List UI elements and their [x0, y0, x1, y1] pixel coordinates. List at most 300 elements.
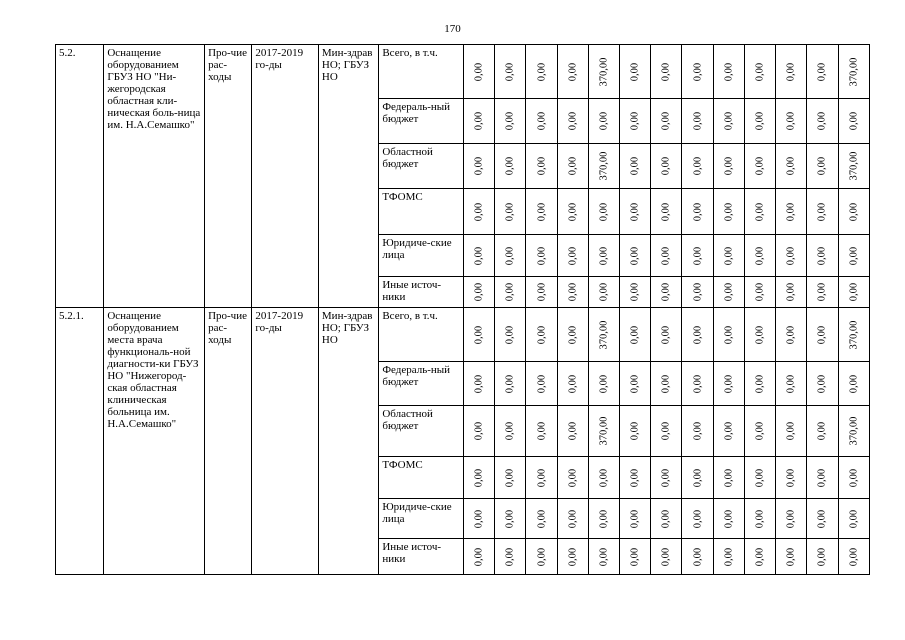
amount-value: 0,00: [504, 282, 516, 302]
amount-cell: [588, 457, 619, 499]
amount-value: 0,00: [785, 202, 797, 221]
amount-cell: [744, 308, 775, 362]
amount-value: 0,00: [660, 156, 672, 176]
amount-cell: [807, 457, 838, 499]
amount-cell: [620, 362, 651, 406]
amount-cell: [713, 457, 744, 499]
amount-value: 0,00: [754, 62, 766, 81]
amount-value: 0,00: [598, 282, 610, 302]
amount-value: 0,00: [723, 421, 735, 441]
amount-value: 0,00: [816, 202, 828, 221]
amount-cell: [463, 99, 494, 144]
amount-value: 0,00: [692, 468, 704, 487]
amount-cell: [682, 406, 713, 457]
amount-cell: [588, 308, 619, 362]
amount-cell: [557, 499, 588, 539]
amount-value: 0,00: [692, 509, 704, 528]
amount-cell: [588, 277, 619, 308]
amount-value: 0,00: [629, 282, 641, 302]
amount-value: 0,00: [754, 547, 766, 566]
amount-value: 0,00: [723, 282, 735, 302]
amount-value: 0,00: [723, 202, 735, 221]
amount-value: 0,00: [504, 62, 516, 81]
amount-cell: [807, 277, 838, 308]
amount-cell: [620, 99, 651, 144]
amount-value: 0,00: [536, 202, 547, 221]
amount-cell: [838, 308, 869, 362]
amount-value: 0,00: [473, 156, 485, 176]
amount-value: 0,00: [473, 246, 485, 265]
amount-cell: [744, 235, 775, 277]
amount-value: 0,00: [598, 374, 610, 393]
amount-value: 0,00: [504, 374, 516, 393]
amount-value: 0,00: [754, 202, 766, 221]
amount-cell: [526, 144, 557, 189]
amount-value: 0,00: [785, 156, 797, 176]
amount-value: 0,00: [536, 509, 547, 528]
amount-value: 0,00: [598, 468, 610, 487]
amount-cell: [495, 277, 526, 308]
amount-cell: [776, 406, 807, 457]
amount-value: 0,00: [754, 156, 766, 176]
amount-value: 0,00: [629, 156, 641, 176]
amount-cell: [713, 99, 744, 144]
amount-cell: [807, 99, 838, 144]
amount-value: 0,00: [473, 111, 485, 131]
amount-value: 0,00: [816, 325, 828, 344]
funding-source: ТФОМС: [379, 457, 464, 499]
amount-value: 0,00: [723, 325, 735, 344]
amount-value: 0,00: [567, 468, 579, 487]
funding-source: Областной бюджет: [379, 144, 464, 189]
amount-cell: [620, 144, 651, 189]
amount-cell: [744, 539, 775, 575]
amount-cell: [682, 499, 713, 539]
amount-value: 0,00: [785, 325, 797, 344]
amount-cell: [776, 189, 807, 235]
amount-cell: [526, 235, 557, 277]
amount-cell: [557, 235, 588, 277]
amount-cell: [463, 144, 494, 189]
funding-source: Иные источ-ники: [379, 277, 464, 308]
amount-cell: [557, 406, 588, 457]
amount-cell: [463, 406, 494, 457]
amount-cell: [651, 457, 682, 499]
amount-cell: [495, 189, 526, 235]
amount-cell: [838, 277, 869, 308]
amount-cell: [526, 457, 557, 499]
amount-cell: [557, 99, 588, 144]
amount-cell: [526, 362, 557, 406]
amount-cell: [557, 45, 588, 99]
amount-value: 0,00: [473, 282, 485, 302]
amount-cell: [744, 144, 775, 189]
amount-cell: [651, 189, 682, 235]
item-period: 2017-2019 го-ды: [252, 45, 318, 308]
amount-value: 0,00: [848, 509, 860, 528]
amount-value: 0,00: [754, 509, 766, 528]
amount-value: 0,00: [785, 62, 797, 81]
amount-value: 0,00: [567, 421, 579, 441]
amount-cell: [807, 406, 838, 457]
amount-value: 0,00: [567, 282, 579, 302]
amount-value: 370,00: [598, 320, 610, 349]
amount-cell: [838, 406, 869, 457]
amount-cell: [588, 499, 619, 539]
amount-value: 0,00: [785, 421, 797, 441]
amount-value: 0,00: [785, 547, 797, 566]
amount-value: 0,00: [848, 374, 860, 393]
amount-value: 0,00: [629, 468, 641, 487]
amount-value: 0,00: [567, 509, 579, 528]
amount-cell: [620, 277, 651, 308]
amount-value: 0,00: [598, 202, 610, 221]
amount-cell: [651, 499, 682, 539]
amount-value: 0,00: [629, 246, 641, 265]
amount-value: 0,00: [504, 325, 516, 344]
amount-cell: [526, 99, 557, 144]
amount-cell: [744, 277, 775, 308]
amount-cell: [651, 406, 682, 457]
amount-value: 0,00: [567, 374, 579, 393]
amount-value: 0,00: [567, 547, 579, 566]
item-name: Оснащение оборудованием ГБУЗ НО "Ни-жегородская областная кли-ническая боль-ница им. Н.А.Семашко": [104, 45, 205, 308]
amount-cell: [557, 277, 588, 308]
amount-cell: [744, 45, 775, 99]
amount-cell: [838, 362, 869, 406]
page-number: 170: [444, 23, 461, 35]
amount-value: 0,00: [536, 62, 547, 81]
amount-value: 0,00: [816, 509, 828, 528]
funding-source: Юридиче-ские лица: [379, 235, 464, 277]
amount-value: 370,00: [848, 320, 860, 349]
amount-value: 0,00: [848, 468, 860, 487]
amount-cell: [651, 235, 682, 277]
amount-value: 370,00: [598, 57, 610, 86]
amount-value: 0,00: [754, 421, 766, 441]
amount-value: 0,00: [504, 246, 516, 265]
amount-cell: [807, 144, 838, 189]
amount-cell: [651, 99, 682, 144]
amount-value: 0,00: [660, 282, 672, 302]
amount-value: 0,00: [567, 156, 579, 176]
amount-value: 0,00: [629, 547, 641, 566]
funding-source: Юридиче-ские лица: [379, 499, 464, 539]
amount-cell: [776, 457, 807, 499]
amount-value: 370,00: [848, 57, 860, 86]
amount-cell: [807, 308, 838, 362]
amount-cell: [526, 308, 557, 362]
item-name: Оснащение оборудованием места врача функциональ-ной диагности-ки ГБУЗ НО "Нижегород-ская областная клиническая больница им. Н.А.Семашко": [104, 308, 205, 575]
amount-cell: [651, 308, 682, 362]
table-body: [56, 45, 870, 575]
funding-source: Всего, в т.ч.: [379, 45, 464, 99]
amount-value: 0,00: [567, 202, 579, 221]
amount-value: 0,00: [660, 202, 672, 221]
amount-value: 0,00: [848, 111, 860, 131]
amount-value: 0,00: [504, 202, 516, 221]
amount-cell: [557, 308, 588, 362]
amount-cell: [838, 235, 869, 277]
amount-cell: [620, 539, 651, 575]
amount-value: 0,00: [723, 509, 735, 528]
amount-cell: [682, 99, 713, 144]
amount-value: 0,00: [598, 547, 610, 566]
amount-cell: [526, 406, 557, 457]
amount-cell: [463, 45, 494, 99]
amount-value: 0,00: [816, 282, 828, 302]
item-code: 5.2.1.: [56, 308, 104, 575]
amount-cell: [776, 539, 807, 575]
amount-value: 0,00: [723, 156, 735, 176]
amount-cell: [588, 235, 619, 277]
amount-cell: [807, 539, 838, 575]
amount-value: 0,00: [504, 468, 516, 487]
amount-value: 0,00: [629, 202, 641, 221]
amount-cell: [713, 45, 744, 99]
amount-value: 0,00: [660, 62, 672, 81]
amount-cell: [713, 539, 744, 575]
amount-value: 0,00: [754, 111, 766, 131]
amount-value: 0,00: [473, 547, 485, 566]
amount-cell: [557, 189, 588, 235]
budget-table: [55, 44, 870, 575]
amount-cell: [526, 45, 557, 99]
amount-value: 0,00: [723, 111, 735, 131]
amount-value: 0,00: [723, 62, 735, 81]
amount-value: 0,00: [848, 202, 860, 221]
amount-cell: [713, 189, 744, 235]
amount-value: 370,00: [598, 151, 610, 181]
amount-cell: [588, 144, 619, 189]
amount-value: 0,00: [473, 374, 485, 393]
amount-cell: [838, 499, 869, 539]
amount-value: 0,00: [629, 111, 641, 131]
amount-cell: [776, 308, 807, 362]
amount-cell: [744, 406, 775, 457]
amount-cell: [620, 235, 651, 277]
amount-value: 0,00: [816, 62, 828, 81]
amount-value: 0,00: [504, 547, 516, 566]
amount-value: 0,00: [660, 468, 672, 487]
amount-value: 0,00: [660, 547, 672, 566]
amount-value: 0,00: [598, 111, 610, 131]
amount-cell: [713, 406, 744, 457]
amount-cell: [744, 457, 775, 499]
amount-value: 0,00: [692, 282, 704, 302]
amount-value: 0,00: [536, 421, 547, 441]
amount-cell: [651, 277, 682, 308]
amount-cell: [588, 99, 619, 144]
amount-cell: [463, 235, 494, 277]
amount-cell: [682, 45, 713, 99]
amount-value: 0,00: [816, 111, 828, 131]
amount-value: 370,00: [848, 416, 860, 446]
amount-cell: [557, 362, 588, 406]
amount-cell: [807, 189, 838, 235]
amount-cell: [495, 45, 526, 99]
amount-cell: [463, 189, 494, 235]
amount-cell: [526, 499, 557, 539]
amount-cell: [838, 99, 869, 144]
amount-value: 0,00: [785, 246, 797, 265]
amount-cell: [776, 499, 807, 539]
amount-value: 0,00: [598, 246, 610, 265]
amount-value: 0,00: [567, 246, 579, 265]
amount-value: 0,00: [536, 111, 547, 131]
amount-cell: [588, 189, 619, 235]
amount-value: 0,00: [473, 421, 485, 441]
amount-value: 0,00: [723, 374, 735, 393]
amount-cell: [713, 277, 744, 308]
amount-cell: [588, 406, 619, 457]
amount-value: 0,00: [692, 246, 704, 265]
amount-cell: [495, 99, 526, 144]
amount-value: 0,00: [660, 374, 672, 393]
amount-cell: [463, 277, 494, 308]
amount-cell: [651, 539, 682, 575]
amount-cell: [463, 308, 494, 362]
amount-value: 0,00: [629, 325, 641, 344]
amount-value: 370,00: [598, 416, 610, 446]
amount-value: 0,00: [504, 421, 516, 441]
amount-cell: [588, 45, 619, 99]
amount-value: 0,00: [754, 325, 766, 344]
amount-value: 0,00: [848, 282, 860, 302]
amount-value: 0,00: [816, 246, 828, 265]
amount-value: 0,00: [848, 246, 860, 265]
amount-value: 0,00: [660, 111, 672, 131]
amount-cell: [838, 189, 869, 235]
amount-cell: [744, 99, 775, 144]
amount-value: 0,00: [785, 509, 797, 528]
amount-value: 0,00: [785, 468, 797, 487]
amount-cell: [713, 308, 744, 362]
amount-cell: [495, 499, 526, 539]
amount-value: 0,00: [692, 202, 704, 221]
funding-source: Всего, в т.ч.: [379, 308, 464, 362]
amount-value: 0,00: [629, 509, 641, 528]
amount-cell: [495, 539, 526, 575]
amount-value: 0,00: [536, 246, 547, 265]
amount-cell: [838, 457, 869, 499]
amount-cell: [682, 235, 713, 277]
amount-value: 0,00: [598, 509, 610, 528]
amount-value: 0,00: [785, 282, 797, 302]
amount-value: 0,00: [816, 468, 828, 487]
amount-cell: [463, 539, 494, 575]
amount-cell: [620, 406, 651, 457]
amount-cell: [557, 144, 588, 189]
amount-cell: [713, 144, 744, 189]
amount-cell: [463, 457, 494, 499]
amount-value: 0,00: [816, 547, 828, 566]
amount-cell: [682, 144, 713, 189]
amount-value: 0,00: [723, 468, 735, 487]
amount-cell: [838, 539, 869, 575]
amount-cell: [495, 406, 526, 457]
amount-value: 0,00: [536, 547, 547, 566]
amount-cell: [682, 539, 713, 575]
amount-cell: [588, 362, 619, 406]
amount-cell: [744, 362, 775, 406]
amount-value: 0,00: [629, 421, 641, 441]
amount-value: 0,00: [692, 111, 704, 131]
amount-value: 0,00: [816, 374, 828, 393]
amount-value: 0,00: [754, 282, 766, 302]
amount-value: 0,00: [723, 547, 735, 566]
amount-cell: [713, 499, 744, 539]
amount-value: 0,00: [629, 62, 641, 81]
amount-cell: [713, 235, 744, 277]
amount-cell: [526, 189, 557, 235]
amount-value: 0,00: [785, 111, 797, 131]
amount-value: 0,00: [473, 509, 485, 528]
amount-value: 0,00: [785, 374, 797, 393]
amount-value: 0,00: [504, 156, 516, 176]
amount-value: 0,00: [567, 62, 579, 81]
amount-value: 0,00: [660, 325, 672, 344]
amount-cell: [620, 499, 651, 539]
amount-value: 0,00: [536, 468, 547, 487]
amount-value: 0,00: [536, 282, 547, 302]
amount-cell: [776, 277, 807, 308]
amount-value: 0,00: [473, 202, 485, 221]
funding-source: Федераль-ный бюджет: [379, 362, 464, 406]
amount-value: 0,00: [692, 547, 704, 566]
amount-cell: [620, 457, 651, 499]
table-row: [56, 308, 870, 362]
amount-value: 0,00: [848, 547, 860, 566]
amount-value: 370,00: [848, 151, 860, 181]
amount-value: 0,00: [754, 246, 766, 265]
amount-cell: [713, 362, 744, 406]
table-row: [56, 45, 870, 99]
amount-value: 0,00: [816, 421, 828, 441]
funding-source: ТФОМС: [379, 189, 464, 235]
amount-value: 0,00: [536, 374, 547, 393]
item-code: 5.2.: [56, 45, 104, 308]
amount-cell: [557, 539, 588, 575]
item-executor: Мин-здрав НО; ГБУЗ НО: [318, 45, 378, 308]
amount-cell: [682, 362, 713, 406]
amount-cell: [526, 277, 557, 308]
amount-value: 0,00: [567, 111, 579, 131]
item-period: 2017-2019 го-ды: [252, 308, 318, 575]
amount-cell: [651, 144, 682, 189]
amount-value: 0,00: [536, 325, 547, 344]
amount-cell: [588, 539, 619, 575]
amount-cell: [682, 308, 713, 362]
amount-value: 0,00: [567, 325, 579, 344]
amount-cell: [807, 362, 838, 406]
amount-cell: [682, 457, 713, 499]
amount-cell: [557, 457, 588, 499]
amount-value: 0,00: [692, 156, 704, 176]
amount-value: 0,00: [660, 509, 672, 528]
item-expense-type: Про-чие рас-ходы: [205, 45, 252, 308]
amount-value: 0,00: [692, 325, 704, 344]
amount-value: 0,00: [660, 246, 672, 265]
amount-cell: [776, 45, 807, 99]
amount-value: 0,00: [504, 111, 516, 131]
amount-value: 0,00: [660, 421, 672, 441]
amount-cell: [776, 99, 807, 144]
amount-cell: [776, 235, 807, 277]
amount-cell: [682, 277, 713, 308]
amount-cell: [807, 499, 838, 539]
amount-cell: [495, 308, 526, 362]
